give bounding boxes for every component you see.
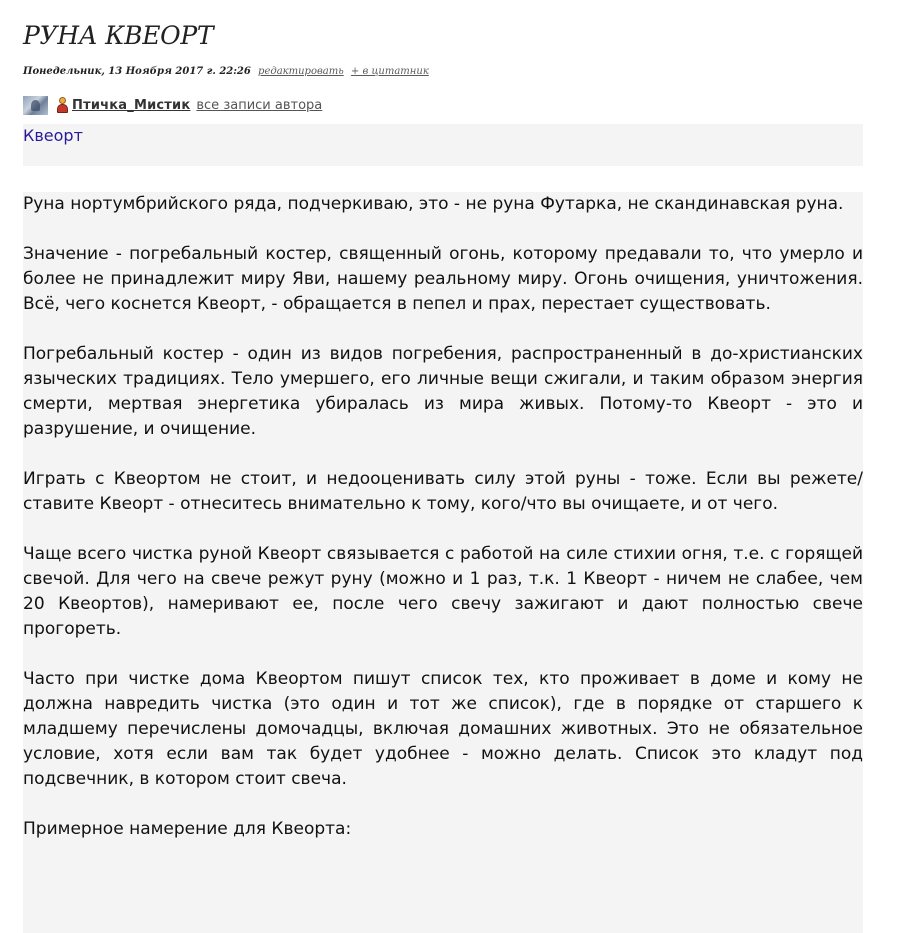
post-content [23, 124, 863, 933]
paragraph: Часто при чистке дома Квеортом пишут список тех, кто проживает в доме и кому не должна навредить чистка (это один и тот же список), где в порядке от старшего к младшему перечислены домочадцы, включая домашних животных. Это не обязательное условие, хотя если вам так будет удобнее - можно делать. Список это кладут под подсвечник, в котором стоит свеча. [23, 669, 863, 789]
user-icon [56, 97, 69, 113]
tag-label: Квеорт [23, 126, 83, 145]
author-name-link[interactable]: Птичка_Мистик [72, 97, 191, 113]
paragraph: Значение - погребальный костер, священный огонь, которому предавали то, что умерло и более не принадлежит миру Яви, нашему реальному миру. Огонь очищения, уничтожения. Всё, чего коснется Квеорт, - обращается в пепел и прах, перестает существовать. [23, 244, 863, 314]
avatar[interactable] [23, 96, 48, 115]
paragraph: Руна нортумбрийского ряда, подчеркиваю, это - не руна Футарка, не скандинавская руна. [23, 194, 844, 214]
quote-link[interactable]: + в цитатник [350, 66, 429, 77]
post-meta [23, 65, 429, 79]
post-date: Понедельник, 13 Ноября 2017 г. 22:26 [23, 66, 251, 77]
paragraph: Погребальный костер - один из видов погребения, распространенный в до-христианских языческих традициях. Тело умершего, его личные вещи сжигали, и таким образом энергия смерти, мертвая энергетика убиралась из мира живых. Потому-то Квеорт - это и разрушение, и очищение. [23, 344, 863, 439]
paragraph: Играть с Квеортом не стоит, и недооценивать силу этой руны - тоже. Если вы режете/ставите Квеорт - отнеситесь внимательно к тому, кого/что вы очищаете, и от чего. [23, 469, 863, 514]
paragraph: Чаще всего чистка руной Квеорт связывается с работой на силе стихии огня, т.е. с горящей свечой. Для чего на свече режут руну (можно и 1 раз, т.к. 1 Квеорт - ничем не слабее, чем 20 Квеортов), намеривают ее, после чего свечу зажигают и дают полностью свече прогореть. [23, 544, 863, 639]
content-divider [23, 166, 863, 192]
paragraph: Примерное намерение для Квеорта: [23, 819, 352, 839]
post-body [23, 192, 863, 867]
post-title: РУНА КВЕОРТ [23, 21, 214, 50]
author-all-posts-link[interactable]: все записи автора [196, 97, 323, 113]
edit-link[interactable]: редактировать [258, 66, 344, 77]
author-line [23, 95, 322, 115]
